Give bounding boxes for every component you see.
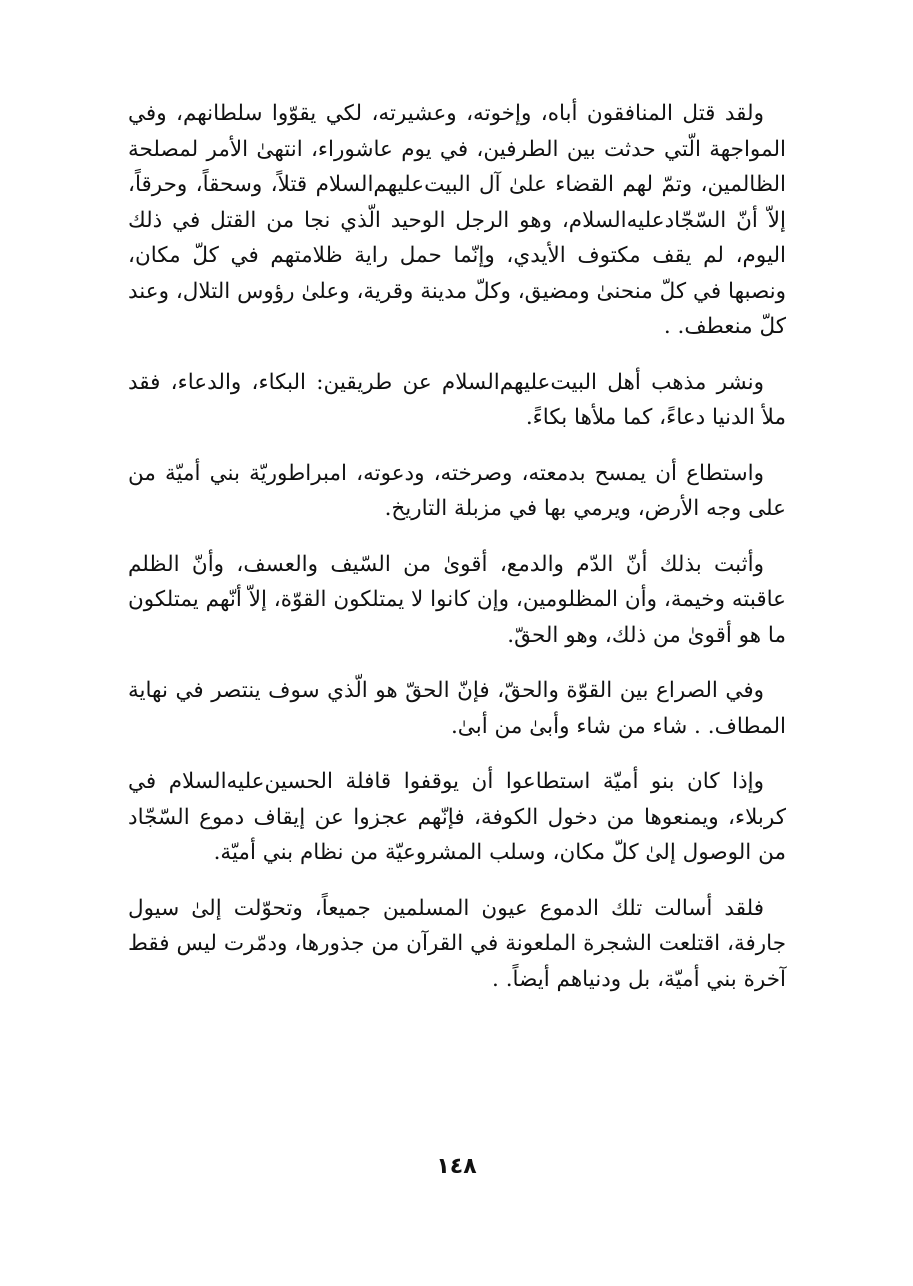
page-number: ١٤٨ (436, 1154, 477, 1179)
paragraph-1: ولقد قتل المنافقون أباه، وإخوته، وعشيرته، لكي يقوّوا سلطانهم، وفي المواجهة الّتي حدثت بين الطرفين، في يوم عاشوراء، انتهىٰ الأمر لمصلحة الظالمين، وتمّ لهم القضاء علىٰ آل البيت‌عليهم‌السلام قتلاً، وسحقاً، وحرقاً، إلاّ أنّ السّجّادعليه‌السلام، وهو الرجل الوحيد الّذي نجا من القتل في ذلك اليوم، لم يقف مكتوف الأيدي، وإنّما حمل راية ظلامتهم في كلّ مكان، ونصبها في كلّ منحنىٰ ومضيق، وكلّ مدينة وقرية، وعلىٰ رؤوس التلال، وعند كلّ منعطف. . (128, 101, 786, 339)
paragraph-7: فلقد أسالت تلك الدموع عيون المسلمين جميعاً، وتحوّلت إلىٰ سيول جارفة، اقتلعت الشجرة الملعونة في القرآن من جذورها، ودمّرت ليس فقط آخرة بني أميّة، بل ودنياهم أيضاً. . (128, 895, 786, 992)
paragraph-3: واستطاع أن يمسح بدمعته، وصرخته، ودعوته، امبراطوريّة بني أميّة من على وجه الأرض، ويرمي بها في مزبلة التاريخ. (128, 460, 786, 521)
paragraph-6: وإذا كان بنو أميّة استطاعوا أن يوقفوا قافلة الحسين‌عليه‌السلام في كربلاء، ويمنعوها من دخول الكوفة، فإنّهم عجزوا عن إيقاف دموع السّجّاد من الوصول إلىٰ كلّ مكان، وسلب المشروعيّة من نظام بني أميّة. (128, 769, 786, 865)
paragraph-2: ونشر مذهب أهل البيت‌عليهم‌السلام عن طريقين: البكاء، والدعاء، فقد ملأ الدنيا دعاءً، كما ملأها بكاءً. (128, 369, 786, 430)
paragraph-5: وفي الصراع بين القوّة والحقّ، فإنّ الحقّ هو الّذي سوف ينتصر في نهاية المطاف. . شاء من شاء وأبىٰ من أبىٰ. (128, 678, 786, 739)
paragraph-4: وأثبت بذلك أنّ الدّم والدمع، أقوىٰ من السّيف والعسف، وأنّ الظلم عاقبته وخيمة، وأن المظلومين، وإن كانوا لا يمتلكون القوّة، إلاّ أنّهم يمتلكون ما هو أقوىٰ من ذلك، وهو الحقّ. (128, 551, 786, 648)
body-text (128, 96, 786, 1017)
